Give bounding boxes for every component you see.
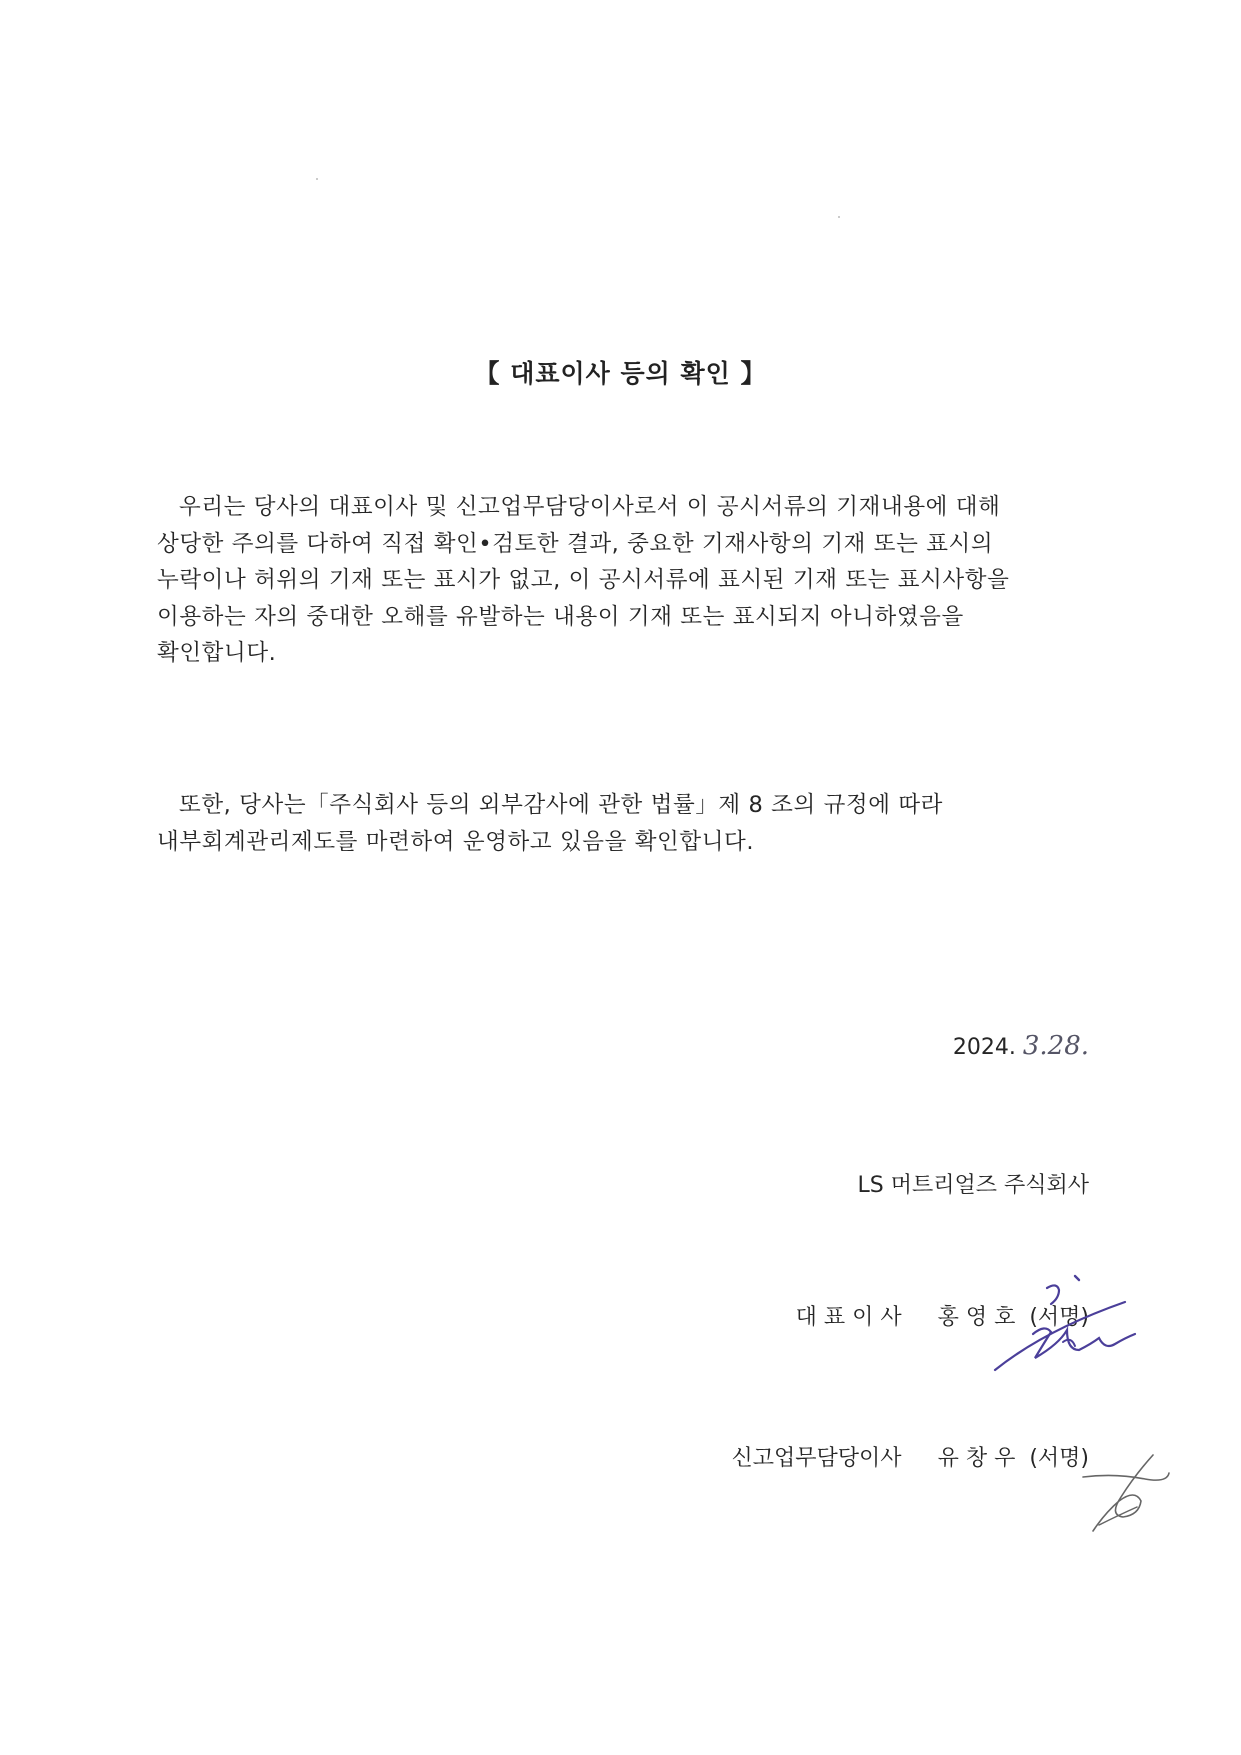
date-printed: 2024. xyxy=(952,1035,1016,1060)
sign-label: (서명) xyxy=(1029,1305,1089,1330)
paper-speck xyxy=(316,178,318,180)
signature-hong-icon xyxy=(975,1260,1145,1380)
document-title: 【 대표이사 등의 확인 】 xyxy=(474,359,767,388)
paper-speck xyxy=(838,216,840,218)
signatory-name: 홍 영 호 xyxy=(937,1305,1016,1330)
signature-yoo-icon xyxy=(1075,1445,1185,1545)
signatory-disclosure-officer xyxy=(732,1441,1089,1472)
signing-date xyxy=(953,1031,1089,1061)
company-name: LS 머트리얼즈 주식회사 xyxy=(857,1173,1089,1198)
signatory-role: 대 표 이 사 xyxy=(795,1305,902,1330)
date-handwritten: 3.28. xyxy=(1022,1031,1089,1061)
internal-control-paragraph: 또한, 당사는「주식회사 등의 외부감사에 관한 법률」제 8 조의 규정에 따라 내부회계관리제도를 마련하여 운영하고 있음을 확인합니다. xyxy=(157,792,944,855)
sign-label: (서명) xyxy=(1029,1446,1089,1471)
confirmation-paragraph: 우리는 당사의 대표이사 및 신고업무담당이사로서 이 공시서류의 기재내용에 대해 상당한 주의를 다하여 직접 확인•검토한 결과, 중요한 기재사항의 기재 또는 표시의 누락이나 허위의 기재 또는 표시가 없고, 이 공시서류에 표시된 기재 또는 표시사항을 이용하는 자의 중대한 오해를 유발하는 내용이 기재 또는 표시되지 아니하였음을 확인합니다. xyxy=(157,494,1010,666)
signatory-role: 신고업무담당이사 xyxy=(731,1446,902,1471)
signatory-name: 유 창 우 xyxy=(937,1446,1016,1471)
